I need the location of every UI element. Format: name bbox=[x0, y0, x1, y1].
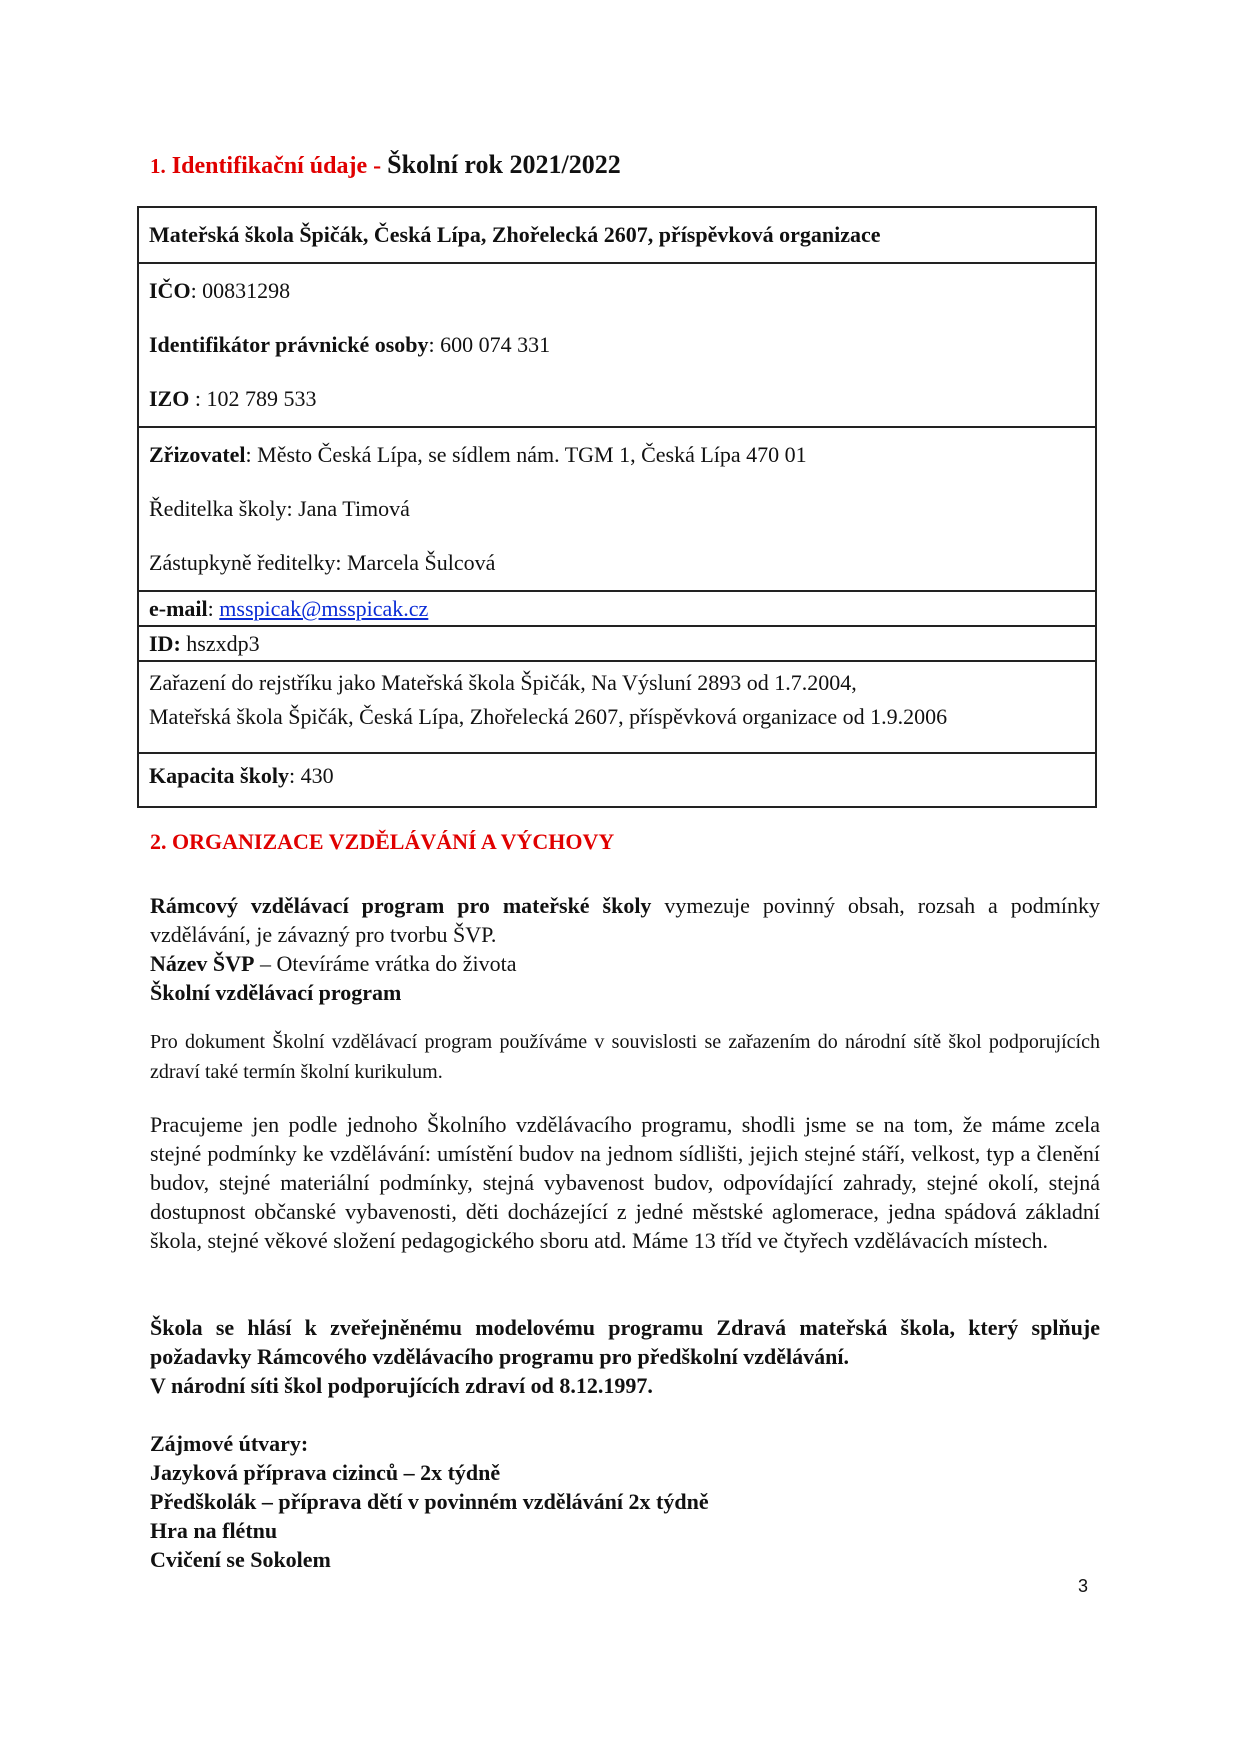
izo-value: : 102 789 533 bbox=[189, 386, 317, 411]
svp-value: – Otevíráme vrátka do života bbox=[254, 951, 517, 976]
section-1-heading bbox=[150, 150, 621, 180]
page-number: 3 bbox=[1078, 1576, 1089, 1596]
zrizovatel-label: Zřizovatel bbox=[149, 442, 246, 467]
reditelka-row: Ředitelka školy: Jana Timová bbox=[149, 496, 410, 521]
id-row bbox=[149, 627, 1085, 660]
zrizovatel-value: : Město Česká Lípa, se sídlem nám. TGM 1, Česká Lípa 470 01 bbox=[245, 442, 807, 467]
identifikator-row bbox=[149, 318, 1085, 372]
email-label: e-mail bbox=[149, 596, 208, 621]
org-name: Mateřská škola Špičák, Česká Lípa, Zhořelecká 2607, příspěvková organizace bbox=[149, 222, 881, 247]
activities-heading: Zájmové útvary: bbox=[150, 1431, 309, 1456]
activity-item: Jazyková příprava cizinců – 2x týdně bbox=[150, 1460, 501, 1485]
health-program-statement: Škola se hlásí k zveřejněnému modelovému programu Zdravá mateřská škola, který splňuje požadavky Rámcového vzdělávacího programu pro předškolní vzdělávání. bbox=[150, 1315, 1100, 1369]
school-year: Školní rok 2021/2022 bbox=[387, 150, 621, 179]
email-row bbox=[149, 592, 1085, 625]
svp-heading: Školní vzdělávací program bbox=[150, 980, 402, 1005]
email-separator: : bbox=[207, 596, 220, 621]
activity-item: Hra na flétnu bbox=[150, 1518, 278, 1543]
zastupkyne-row: Zástupkyně ředitelky: Marcela Šulcová bbox=[149, 550, 496, 575]
registry-line-2: Mateřská škola Špičák, Česká Lípa, Zhořelecká 2607, příspěvková organizace od 1.9.2006 bbox=[149, 704, 948, 729]
rvp-paragraph bbox=[150, 891, 1100, 949]
registry-cell bbox=[138, 661, 1096, 753]
ico-row bbox=[149, 264, 1085, 318]
capacity-row bbox=[149, 754, 1085, 806]
identifikator-label: Identifikátor právnické osoby bbox=[149, 332, 429, 357]
id-label: ID: bbox=[149, 631, 181, 656]
section-title: Identifikační údaje - bbox=[171, 153, 382, 179]
identifikator-value: : 600 074 331 bbox=[428, 332, 551, 357]
svp-name-line bbox=[150, 949, 1100, 978]
identification-table bbox=[137, 206, 1097, 808]
org-name-cell bbox=[138, 207, 1096, 263]
ico-value: : 00831298 bbox=[190, 278, 291, 303]
capacity-value: : 430 bbox=[288, 763, 334, 788]
izo-label: IZO bbox=[149, 386, 190, 411]
id-cell bbox=[138, 626, 1096, 661]
izo-row bbox=[149, 372, 1085, 426]
program-paragraph: Pracujeme jen podle jednoho Školního vzdělávacího programu, shodli jsme se na tom, že máme zcela stejné podmínky ke vzdělávání: umístění budov na jednom sídlišti, jejich stejné stáří, velkost, typ a členění budov, stejné materiální podmínky, stejná vybavenost budov, odpovídající zahrady, stejné okolí, stejná dostupnost občanské vybavenosti, děti docházející z jedné městské aglomerace, jedna spádová základní škola, stejné věkové složení pedagogického sboru atd. Máme 13 tříd ve čtyřech vzdělávacích místech. bbox=[150, 1112, 1100, 1253]
email-link[interactable]: msspicak@msspicak.cz bbox=[219, 596, 429, 621]
section-number: 1. bbox=[150, 154, 166, 178]
capacity-cell bbox=[138, 753, 1096, 807]
network-statement: V národní síti škol podporujících zdraví od 8.12.1997. bbox=[150, 1373, 653, 1398]
ico-label: IČO bbox=[149, 278, 191, 303]
capacity-label: Kapacita školy bbox=[149, 763, 289, 788]
registry-line-1: Zařazení do rejstříku jako Mateřská škola Špičák, Na Výsluní 2893 od 1.7.2004, bbox=[149, 670, 857, 695]
id-value: hszxdp3 bbox=[180, 631, 260, 656]
activity-item: Předškolák – příprava dětí v povinném vzdělávání 2x týdně bbox=[150, 1489, 709, 1514]
curriculum-note: Pro dokument Školní vzdělávací program používáme v souvislosti se zařazením do národní sítě škol podporujících zdraví také termín školní kurikulum. bbox=[150, 1031, 1100, 1083]
activity-item: Cvičení se Sokolem bbox=[150, 1547, 331, 1572]
zrizovatel-row bbox=[149, 428, 1085, 482]
section-2-heading: 2. ORGANIZACE VZDĚLÁVÁNÍ A VÝCHOVY bbox=[150, 829, 615, 854]
email-cell bbox=[138, 591, 1096, 626]
svp-label: Název ŠVP bbox=[150, 951, 255, 976]
rvp-bold: Rámcový vzdělávací program pro mateřské školy bbox=[150, 893, 652, 918]
management-cell bbox=[138, 427, 1096, 591]
ids-cell bbox=[138, 263, 1096, 427]
rvp-text: vymezuje povinný obsah, rozsah a podmínky vzdělávání, je závazný pro tvorbu ŠVP. bbox=[150, 893, 1100, 947]
